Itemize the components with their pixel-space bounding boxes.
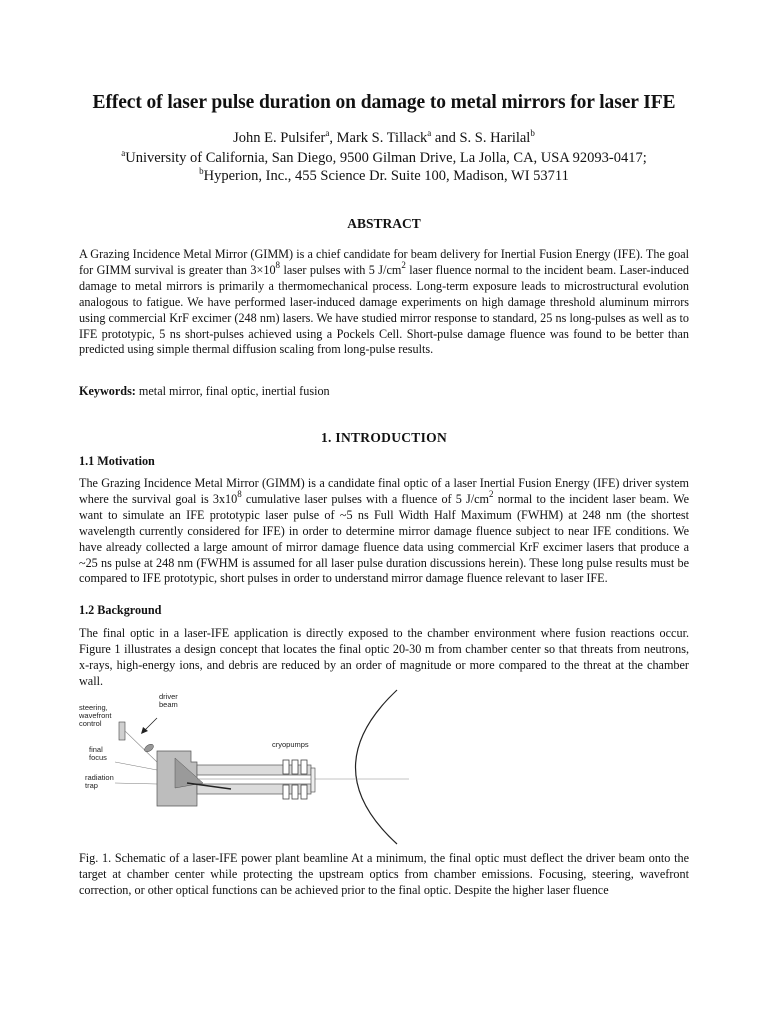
keywords-text: metal mirror, final optic, inertial fusion — [135, 384, 330, 398]
body-text: normal to the incident laser beam. We want to simulate an IFE prototypic laser pulse of ~5 ns Full Width Half Maximum (FWHM) at 248 nm (the shortest wavelength currently considered for IFE) in order to determine mirror damage fluence subject to near IFE conditions. We have already collected a large amount of mirror damage fluence data using commercial KrF excimer lasers that produce a ~25 ns pulse at 248 nm (FWHM is assumed for all laser pulse duration discussions herein). These long pulse results must be compared to IFE prototypic, short pulses in order to understand mirror damage fluence relevant to laser IFE. — [79, 491, 690, 586]
body-text: cumulative laser pulses with a fluence of 5 J/cm — [241, 491, 490, 506]
cryopump — [301, 760, 307, 774]
affiliation-mark: b — [199, 166, 204, 176]
radiation-trap-label: radiation — [85, 773, 114, 782]
cryopump — [283, 785, 289, 799]
author-separator: , — [329, 130, 337, 146]
affiliation-mark: b — [530, 128, 535, 138]
driver-beam-label: driver — [159, 692, 178, 701]
subsection-heading: 1.2 Background — [79, 603, 162, 617]
superscript: 2 — [489, 488, 494, 499]
final-focus-label: focus — [89, 753, 107, 762]
figure-caption: Fig. 1. Schematic of a laser-IFE power plant beamline At a minimum, the final optic must deflect the driver beam onto the target at chamber center while protecting the upstream optics from chamber emissions. Focusing, steering, wavefront correction, or other optical functions can be achieved prior to the final optic. Despite the higher laser fluence — [79, 851, 689, 897]
steering-label: steering, — [79, 703, 108, 712]
subsection-heading: 1.1 Motivation — [79, 454, 155, 468]
affiliation-mark: a — [325, 128, 330, 138]
affiliation-text: Hyperion, Inc., 455 Science Dr. Suite 100, Madison, WI 53711 — [203, 168, 569, 184]
abstract-text: A Grazing Incidence Metal Mirror (GIMM) is a chief candidate for beam delivery for Inertial Fusion Energy (IFE). The goal for GIMM survival is greater than 3×10 — [79, 247, 689, 277]
cryopumps-label: cryopumps — [272, 740, 309, 749]
duct-flange — [311, 768, 315, 792]
author-name: S. S. Harilal — [459, 130, 531, 146]
abstract-text: laser fluence normal to the incident beam. Laser-induced damage to metal mirrors is primarily a thermomechanical process. Long-term exposure leads to microstructural evolution analogous to fatigue. We have performed laser-induced damage experiments on high damage threshold aluminum mirrors using commercial KrF excimer (248 nm) lasers. We have studied mirror response to standard, 25 ns long-pulses as well as to IFE prototypic, 5 ns short-pulses achieved using a Pockels Cell. Short-pulse damage fluence was found to be better than predicted using simple thermal diffusion scaling from long-pulse results. — [79, 262, 690, 357]
affiliation-mark: a — [121, 148, 126, 158]
affiliation — [0, 168, 768, 185]
final-focus-optic — [143, 743, 155, 754]
final-focus-label: final — [89, 745, 103, 754]
steering-label: control — [79, 719, 102, 728]
cryopump — [292, 760, 298, 774]
background-paragraph: The final optic in a laser-IFE application is directly exposed to the chamber environment where fusion reactions occur. Figure 1 illustrates a design concept that locates the final optic 20-30 m from chamber center so that threats from neutrons, x-rays, high-energy ions, and debris are reduced by an order of magnitude or more compared to the threat at the chamber wall. — [79, 626, 689, 688]
affiliation-mark: a — [427, 128, 432, 138]
author-name: Mark S. Tillack — [336, 130, 428, 146]
chamber-wall — [356, 690, 398, 844]
author-line — [0, 130, 768, 147]
abstract-paragraph — [79, 247, 689, 358]
beamline-schematic-figure — [79, 688, 409, 846]
motivation-paragraph — [79, 476, 689, 587]
section-heading: 1. INTRODUCTION — [320, 430, 447, 445]
body-text: The Grazing Incidence Metal Mirror (GIMM) is a candidate final optic of a laser Inertial Fusion Energy (IFE) driver system where the survival goal is 3x10 — [79, 476, 689, 506]
superscript: 2 — [401, 259, 406, 270]
paper-title: Effect of laser pulse duration on damage to metal mirrors for laser IFE — [92, 92, 676, 113]
steering-label: wavefront — [79, 711, 112, 720]
radiation-trap-label: trap — [85, 781, 98, 790]
cryopump — [301, 785, 307, 799]
keywords-line — [79, 384, 330, 399]
author-name: John E. Pulsifer — [233, 130, 326, 146]
keywords-label: Keywords: — [79, 384, 136, 398]
abstract-text: laser pulses with 5 J/cm — [280, 262, 402, 277]
abstract-heading: ABSTRACT — [347, 216, 421, 231]
cryopump — [283, 760, 289, 774]
superscript: 8 — [275, 259, 281, 270]
driver-beam-label: beam — [159, 700, 178, 709]
cryopump — [292, 785, 298, 799]
affiliation — [0, 150, 768, 167]
author-separator: and — [431, 130, 460, 146]
affiliation-text: University of California, San Diego, 9500 Gilman Drive, La Jolla, CA, USA 92093-0417; — [125, 150, 647, 166]
superscript: 8 — [237, 488, 242, 499]
steering-mirror — [119, 722, 125, 740]
